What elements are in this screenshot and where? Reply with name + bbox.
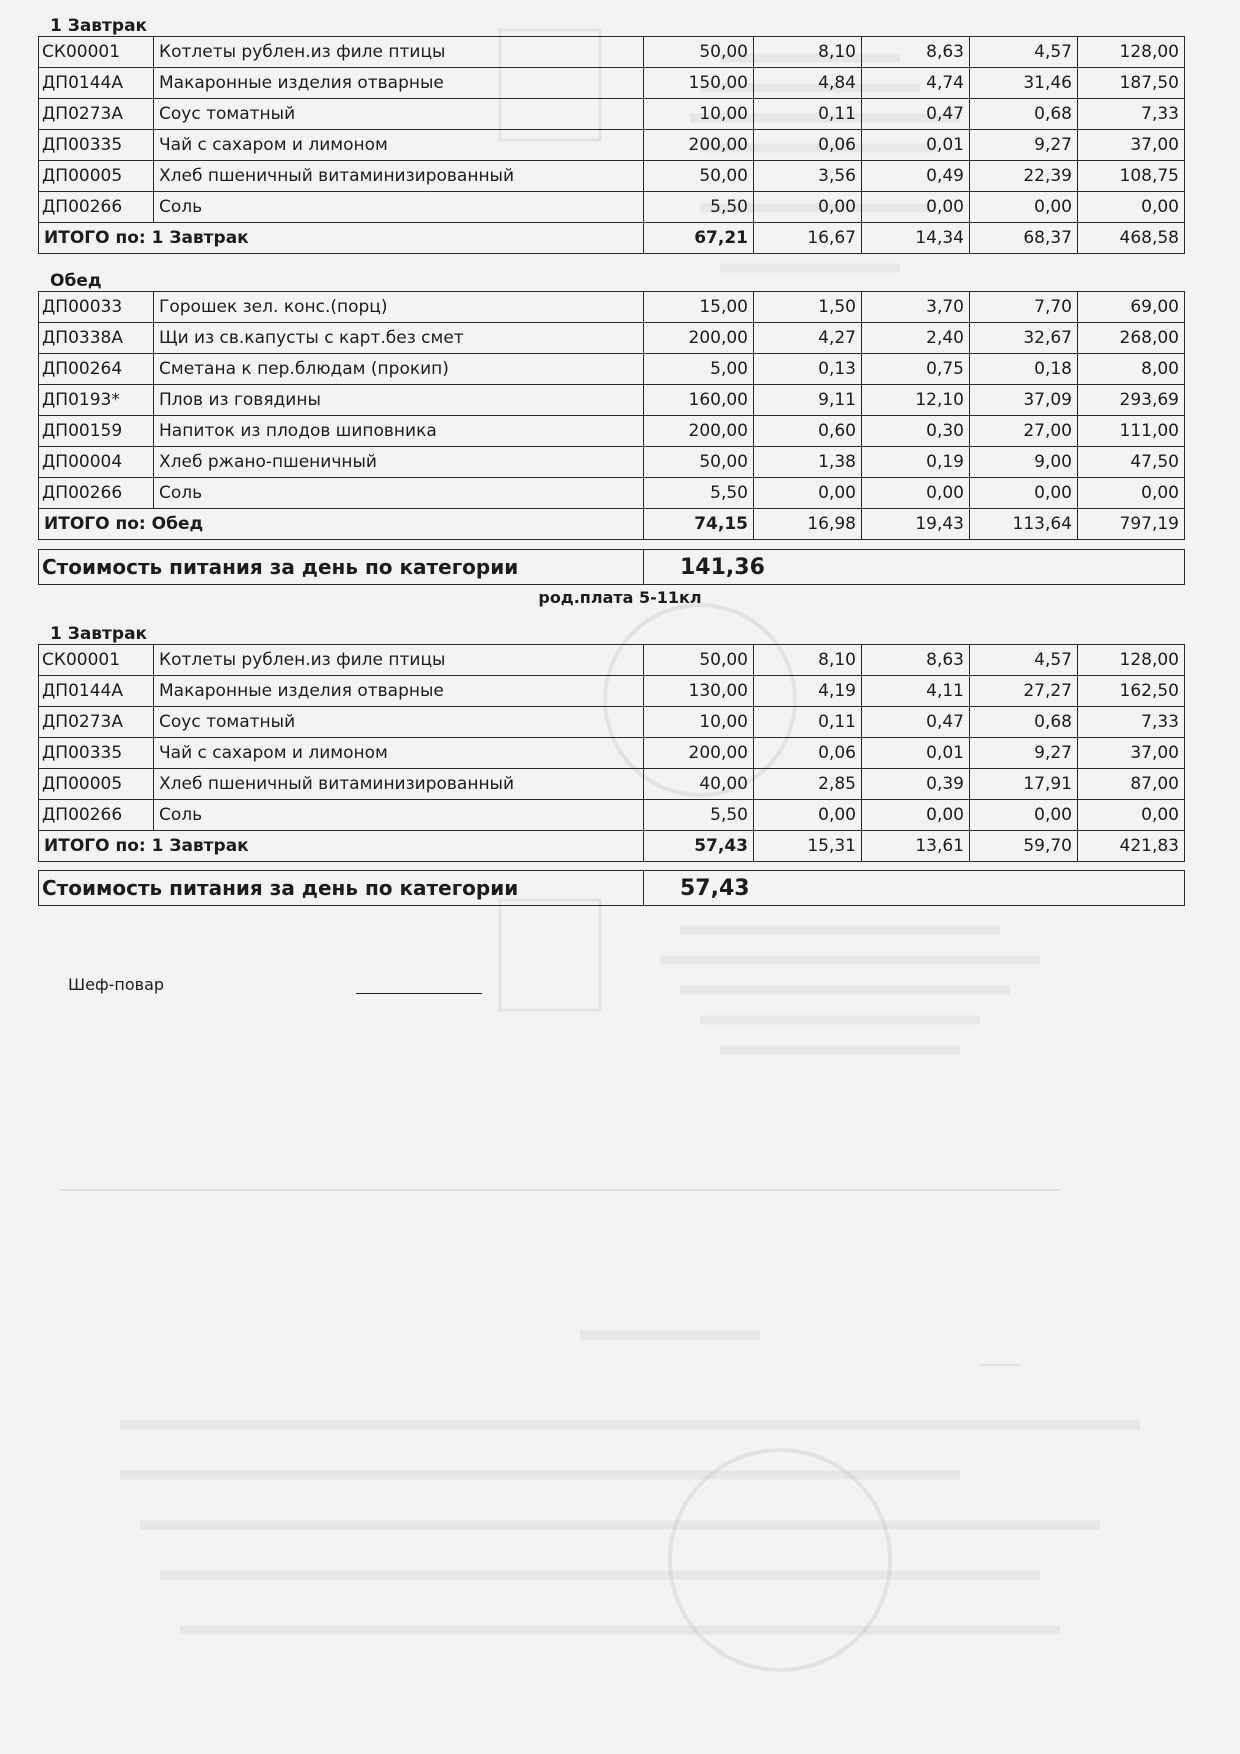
table-row: [39, 323, 1185, 354]
item-code: ДП00335: [39, 738, 154, 769]
chef-signature-label: Шеф-повар: [68, 975, 165, 994]
daily-cost-table: [38, 549, 1185, 585]
item-fat: 0,00: [862, 192, 970, 223]
item-protein: 0,00: [754, 192, 862, 223]
category-title: род.плата 5-11кл: [538, 588, 702, 607]
menu-table-breakfast: [38, 36, 1185, 254]
total-weight: 67,21: [644, 223, 754, 254]
item-name: Хлеб ржано-пшеничный: [154, 447, 644, 478]
item-name: Макаронные изделия отварные: [154, 676, 644, 707]
menu-table-breakfast-category: [38, 644, 1185, 862]
item-fat: 8,63: [862, 37, 970, 68]
item-carbs: 0,18: [970, 354, 1078, 385]
item-kcal: 87,00: [1078, 769, 1185, 800]
item-protein: 4,19: [754, 676, 862, 707]
item-protein: 0,06: [754, 130, 862, 161]
item-kcal: 128,00: [1078, 37, 1185, 68]
item-weight: 200,00: [644, 323, 754, 354]
item-name: Сметана к пер.блюдам (прокип): [154, 354, 644, 385]
table-row: [39, 416, 1185, 447]
item-code: ДП00033: [39, 292, 154, 323]
item-code: ДП00004: [39, 447, 154, 478]
daily-cost-table-category: [38, 870, 1185, 906]
item-name: Щи из св.капусты с карт.без смет: [154, 323, 644, 354]
item-code: ДП00266: [39, 478, 154, 509]
daily-cost-value: 141,36: [644, 550, 1185, 585]
item-weight: 200,00: [644, 416, 754, 447]
item-protein: 9,11: [754, 385, 862, 416]
item-protein: 8,10: [754, 645, 862, 676]
table-row: [39, 645, 1185, 676]
table-row: [39, 676, 1185, 707]
table-row: [39, 68, 1185, 99]
item-kcal: 37,00: [1078, 738, 1185, 769]
item-protein: 3,56: [754, 161, 862, 192]
item-protein: 4,84: [754, 68, 862, 99]
daily-cost-value: 57,43: [644, 871, 1185, 906]
item-protein: 0,11: [754, 707, 862, 738]
total-row: [39, 509, 1185, 540]
item-name: Соль: [154, 800, 644, 831]
item-kcal: 69,00: [1078, 292, 1185, 323]
total-kcal: 797,19: [1078, 509, 1185, 540]
item-fat: 2,40: [862, 323, 970, 354]
item-weight: 130,00: [644, 676, 754, 707]
item-code: ДП00266: [39, 800, 154, 831]
table-row: [39, 738, 1185, 769]
table-row: [39, 354, 1185, 385]
table-row: [39, 37, 1185, 68]
item-fat: 4,74: [862, 68, 970, 99]
total-protein: 16,67: [754, 223, 862, 254]
item-kcal: 7,33: [1078, 707, 1185, 738]
item-weight: 160,00: [644, 385, 754, 416]
item-code: ДП00266: [39, 192, 154, 223]
item-carbs: 0,68: [970, 99, 1078, 130]
item-name: Хлеб пшеничный витаминизированный: [154, 161, 644, 192]
item-fat: 3,70: [862, 292, 970, 323]
item-code: СК00001: [39, 645, 154, 676]
item-carbs: 27,00: [970, 416, 1078, 447]
item-kcal: 37,00: [1078, 130, 1185, 161]
total-row: [39, 223, 1185, 254]
table-row: [39, 707, 1185, 738]
total-carbs: 113,64: [970, 509, 1078, 540]
total-fat: 13,61: [862, 831, 970, 862]
item-code: ДП0144А: [39, 68, 154, 99]
item-fat: 12,10: [862, 385, 970, 416]
item-protein: 8,10: [754, 37, 862, 68]
item-protein: 0,60: [754, 416, 862, 447]
item-carbs: 0,68: [970, 707, 1078, 738]
table-row: [39, 161, 1185, 192]
item-fat: 0,00: [862, 800, 970, 831]
item-name: Котлеты рублен.из филе птицы: [154, 37, 644, 68]
item-carbs: 32,67: [970, 323, 1078, 354]
item-carbs: 7,70: [970, 292, 1078, 323]
table-row: [39, 385, 1185, 416]
total-kcal: 421,83: [1078, 831, 1185, 862]
item-carbs: 17,91: [970, 769, 1078, 800]
item-weight: 40,00: [644, 769, 754, 800]
menu-table-lunch: [38, 291, 1185, 540]
item-code: ДП00159: [39, 416, 154, 447]
item-kcal: 162,50: [1078, 676, 1185, 707]
item-kcal: 187,50: [1078, 68, 1185, 99]
item-protein: 4,27: [754, 323, 862, 354]
item-weight: 50,00: [644, 37, 754, 68]
item-protein: 0,06: [754, 738, 862, 769]
total-protein: 16,98: [754, 509, 862, 540]
item-carbs: 4,57: [970, 37, 1078, 68]
item-weight: 200,00: [644, 130, 754, 161]
item-fat: 0,47: [862, 99, 970, 130]
item-carbs: 9,00: [970, 447, 1078, 478]
total-weight: 74,15: [644, 509, 754, 540]
section-heading: Обед: [50, 271, 102, 291]
table-row: [39, 130, 1185, 161]
item-carbs: 0,00: [970, 800, 1078, 831]
section-heading: 1 Завтрак: [50, 624, 148, 644]
item-fat: 0,30: [862, 416, 970, 447]
item-kcal: 268,00: [1078, 323, 1185, 354]
item-weight: 5,50: [644, 192, 754, 223]
item-fat: 0,01: [862, 738, 970, 769]
item-name: Напиток из плодов шиповника: [154, 416, 644, 447]
item-fat: 8,63: [862, 645, 970, 676]
total-label: ИТОГО по: 1 Завтрак: [39, 831, 644, 862]
table-row: [39, 447, 1185, 478]
item-fat: 0,49: [862, 161, 970, 192]
item-weight: 50,00: [644, 161, 754, 192]
item-protein: 1,50: [754, 292, 862, 323]
item-fat: 4,11: [862, 676, 970, 707]
item-weight: 150,00: [644, 68, 754, 99]
item-weight: 50,00: [644, 645, 754, 676]
total-row: [39, 831, 1185, 862]
item-code: ДП00335: [39, 130, 154, 161]
total-protein: 15,31: [754, 831, 862, 862]
item-kcal: 8,00: [1078, 354, 1185, 385]
item-carbs: 22,39: [970, 161, 1078, 192]
item-code: ДП00005: [39, 769, 154, 800]
total-weight: 57,43: [644, 831, 754, 862]
item-fat: 0,39: [862, 769, 970, 800]
table-row: [39, 478, 1185, 509]
item-kcal: 111,00: [1078, 416, 1185, 447]
item-code: ДП0273А: [39, 707, 154, 738]
item-fat: 0,75: [862, 354, 970, 385]
table-row: [39, 292, 1185, 323]
item-carbs: 31,46: [970, 68, 1078, 99]
item-carbs: 4,57: [970, 645, 1078, 676]
item-code: ДП00264: [39, 354, 154, 385]
item-code: ДП00005: [39, 161, 154, 192]
item-carbs: 9,27: [970, 130, 1078, 161]
signature-line: [356, 993, 482, 994]
total-kcal: 468,58: [1078, 223, 1185, 254]
item-name: Соль: [154, 192, 644, 223]
item-code: ДП0273А: [39, 99, 154, 130]
daily-cost-label: Стоимость питания за день по категории: [39, 871, 644, 906]
total-fat: 19,43: [862, 509, 970, 540]
total-fat: 14,34: [862, 223, 970, 254]
item-carbs: 0,00: [970, 192, 1078, 223]
item-name: Чай с сахаром и лимоном: [154, 130, 644, 161]
item-name: Хлеб пшеничный витаминизированный: [154, 769, 644, 800]
item-name: Горошек зел. конс.(порц): [154, 292, 644, 323]
item-weight: 5,50: [644, 478, 754, 509]
item-kcal: 0,00: [1078, 192, 1185, 223]
item-weight: 50,00: [644, 447, 754, 478]
table-row: [39, 99, 1185, 130]
item-protein: 0,13: [754, 354, 862, 385]
item-weight: 10,00: [644, 99, 754, 130]
item-weight: 200,00: [644, 738, 754, 769]
item-name: Чай с сахаром и лимоном: [154, 738, 644, 769]
item-protein: 0,11: [754, 99, 862, 130]
section-heading: 1 Завтрак: [50, 16, 148, 36]
item-fat: 0,00: [862, 478, 970, 509]
item-protein: 2,85: [754, 769, 862, 800]
item-kcal: 47,50: [1078, 447, 1185, 478]
item-code: ДП0144А: [39, 676, 154, 707]
item-kcal: 0,00: [1078, 800, 1185, 831]
item-carbs: 37,09: [970, 385, 1078, 416]
total-label: ИТОГО по: 1 Завтрак: [39, 223, 644, 254]
item-code: ДП0193*: [39, 385, 154, 416]
total-label: ИТОГО по: Обед: [39, 509, 644, 540]
item-weight: 5,00: [644, 354, 754, 385]
item-kcal: 7,33: [1078, 99, 1185, 130]
item-protein: 0,00: [754, 478, 862, 509]
item-weight: 5,50: [644, 800, 754, 831]
item-protein: 1,38: [754, 447, 862, 478]
item-fat: 0,01: [862, 130, 970, 161]
item-carbs: 27,27: [970, 676, 1078, 707]
item-fat: 0,47: [862, 707, 970, 738]
item-kcal: 108,75: [1078, 161, 1185, 192]
item-name: Соль: [154, 478, 644, 509]
table-row: [39, 800, 1185, 831]
item-name: Соус томатный: [154, 99, 644, 130]
total-carbs: 68,37: [970, 223, 1078, 254]
item-fat: 0,19: [862, 447, 970, 478]
item-code: ДП0338А: [39, 323, 154, 354]
item-code: СК00001: [39, 37, 154, 68]
item-carbs: 9,27: [970, 738, 1078, 769]
item-kcal: 293,69: [1078, 385, 1185, 416]
item-name: Соус томатный: [154, 707, 644, 738]
item-weight: 15,00: [644, 292, 754, 323]
item-weight: 10,00: [644, 707, 754, 738]
table-row: [39, 769, 1185, 800]
item-name: Макаронные изделия отварные: [154, 68, 644, 99]
item-kcal: 128,00: [1078, 645, 1185, 676]
item-name: Котлеты рублен.из филе птицы: [154, 645, 644, 676]
item-carbs: 0,00: [970, 478, 1078, 509]
daily-cost-label: Стоимость питания за день по категории: [39, 550, 644, 585]
item-protein: 0,00: [754, 800, 862, 831]
item-name: Плов из говядины: [154, 385, 644, 416]
table-row: [39, 192, 1185, 223]
item-kcal: 0,00: [1078, 478, 1185, 509]
total-carbs: 59,70: [970, 831, 1078, 862]
